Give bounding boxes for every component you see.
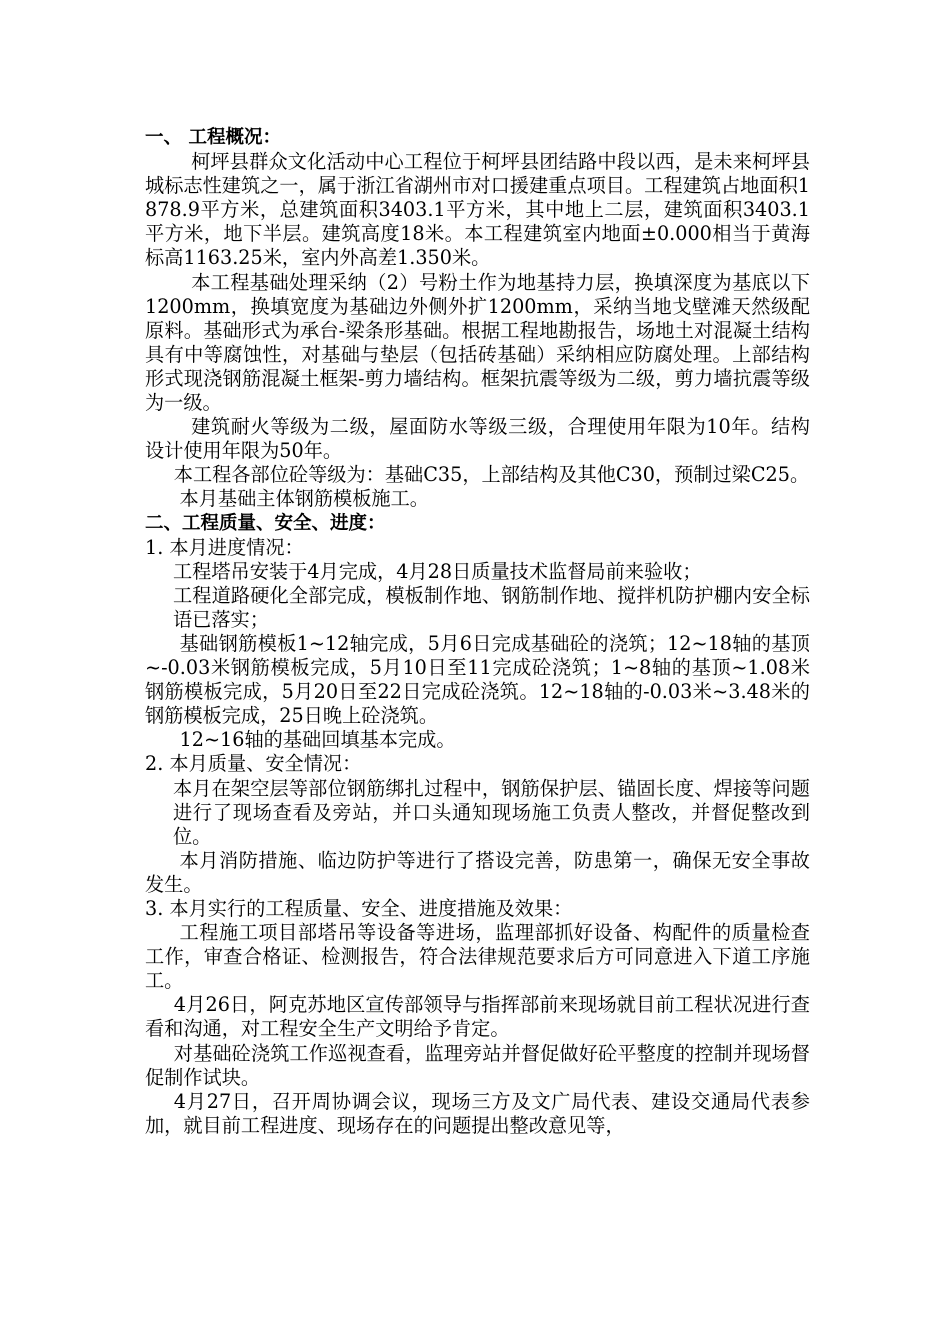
progress-line-crane: 工程塔吊安装于4月完成，4月28日质量技术监督局前来验收； bbox=[173, 559, 702, 583]
item-progress-title: 1. 本月进度情况： bbox=[145, 535, 304, 559]
quality-line-fire: 本月消防措施、临边防护等进行了搭设完善，防患第一，确保无安全事故发生。 bbox=[145, 848, 810, 896]
paragraph-concrete-grade: 本工程各部位砼等级为：基础C35，上部结构及其他C30，预制过梁C25。 bbox=[173, 463, 810, 487]
measures-line-visit: 4月26日，阿克苏地区宣传部领导与指挥部前来现场就目前工程状况进行查看和沟通，对工程安全生产文明给予肯定。 bbox=[145, 993, 810, 1041]
item-measures-title: 3. 本月实行的工程质量、安全、进度措施及效果： bbox=[145, 897, 573, 920]
item-quality-title: 2. 本月质量、安全情况： bbox=[145, 752, 362, 776]
paragraph-project-location: 柯坪县群众文化活动中心工程位于柯坪县团结路中段以西，是未来柯坪县城标志性建筑之一，属于浙江省湖州市对口援建重点项目。工程建筑占地面积1878.9平方米，总建筑面积3403.1平方米，其中地上二层，建筑面积3403.1平方米，地下半层。建筑高度18米。本工程建筑室内地面±0.000相当于黄海标高1163.25米，室内外高差1.350米。 bbox=[145, 150, 810, 270]
progress-line-backfill: 12~16轴的基础回填基本完成。 bbox=[179, 728, 456, 752]
paragraph-foundation: 本工程基础处理采纳（2）号粉土作为地基持力层，换填深度为基底以下1200mm，换填宽度为基础边外侧外扩1200mm，采纳当地戈壁滩天然级配原料。基础形式为承台-梁条形基础。根据工程地勘报告，场地土对混凝土结构具有中等腐蚀性，对基础与垫层（包括砖基础）采纳相应防腐处理。上部结构形式现浇钢筋混凝土框架-剪力墙结构。框架抗震等级为二级，剪力墙抗震等级为一级。 bbox=[145, 270, 810, 415]
section-heading-quality: 二、工程质量、安全、进度： bbox=[145, 512, 386, 534]
document-page bbox=[145, 126, 810, 1138]
measures-line-equipment: 工程施工项目部塔吊等设备等进场，监理部抓好设备、构配件的质量检查工作，审查合格证、检测报告，符合法律规范要求后方可同意进入下道工序施工。 bbox=[145, 921, 810, 993]
paragraph-monthly-work: 本月基础主体钢筋模板施工。 bbox=[179, 487, 429, 511]
progress-line-formwork: 基础钢筋模板1~12轴完成，5月6日完成基础砼的浇筑；12~18轴的基顶~-0.03米钢筋模板完成，5月10日至11完成砼浇筑；1~8轴的基顶~1.08米钢筋模板完成，5月20日至22日完成砼浇筑。12~18轴的-0.03米~3.48米的钢筋模板完成，25日晚上砼浇筑。 bbox=[145, 631, 810, 728]
measures-line-inspection: 对基础砼浇筑工作巡视查看，监理旁站并督促做好砼平整度的控制并现场督促制作试块。 bbox=[145, 1041, 810, 1089]
section-heading-overview: 一、 工程概况： bbox=[145, 127, 281, 148]
measures-line-meeting: 4月27日，召开周协调会议，现场三方及文广局代表、建设交通局代表参加，就目前工程进度、现场存在的问题提出整改意见等， bbox=[145, 1089, 810, 1137]
progress-line-road: 工程道路硬化全部完成，模板制作地、钢筋制作地、搅拌机防护棚内安全标语已落实； bbox=[173, 583, 810, 631]
paragraph-fire-rating: 建筑耐火等级为二级，屋面防水等级三级，合理使用年限为10年。结构设计使用年限为50年。 bbox=[145, 415, 810, 463]
quality-line-rebar: 本月在架空层等部位钢筋绑扎过程中，钢筋保护层、锚固长度、焊接等问题进行了现场查看及旁站，并口头通知现场施工负责人整改，并督促整改到位。 bbox=[173, 776, 810, 848]
